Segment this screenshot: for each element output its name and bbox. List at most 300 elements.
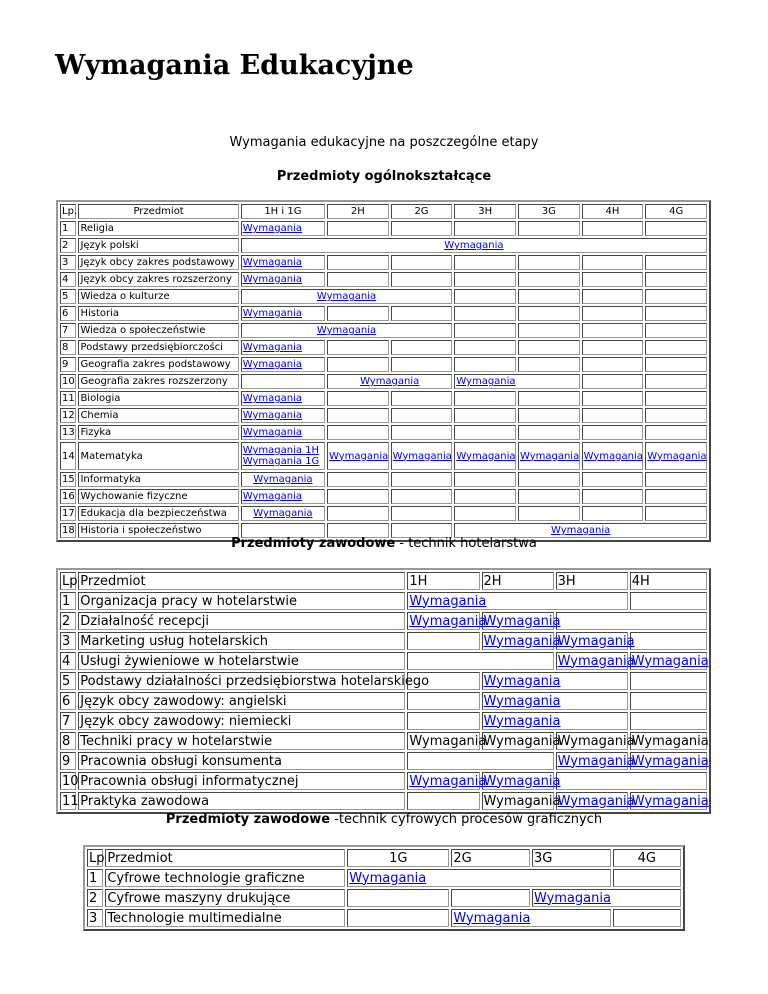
empty-cell: [451, 889, 530, 907]
empty-cell: [518, 472, 580, 487]
empty-cell: [613, 909, 681, 927]
subject-name: Matematyka: [78, 442, 238, 470]
empty-cell: [454, 408, 516, 423]
requirements-link[interactable]: Wymagania: [242, 410, 302, 421]
empty-cell: [582, 340, 644, 355]
col-header: 1H i 1G: [241, 204, 325, 219]
requirements-link[interactable]: Wymagania: [349, 870, 427, 886]
subject-name: Wychowanie fizyczne: [78, 489, 238, 504]
empty-cell: [454, 323, 516, 338]
empty-cell: [454, 357, 516, 372]
requirements-link[interactable]: Wymagania: [483, 773, 561, 789]
subject-name: Język obcy zakres podstawowy: [78, 255, 238, 270]
cell: [241, 442, 325, 470]
cell: Wymagania: [631, 733, 709, 749]
empty-cell: [518, 357, 580, 372]
subject-name: Techniki pracy w hotelarstwie: [78, 732, 405, 750]
requirements-link[interactable]: Wymagania: [409, 773, 487, 789]
empty-cell: [582, 391, 644, 406]
table-row: [60, 340, 707, 355]
empty-cell: [391, 255, 453, 270]
empty-cell: [645, 255, 707, 270]
cell: [407, 592, 627, 610]
table-row: [60, 238, 707, 253]
col-header: 3H: [454, 204, 516, 219]
requirements-link[interactable]: Wymagania: [253, 474, 313, 485]
col-header: Przedmiot: [78, 572, 405, 590]
empty-cell: [582, 374, 644, 389]
requirements-link[interactable]: Wymagania: [631, 653, 709, 669]
empty-cell: [327, 408, 389, 423]
requirements-link[interactable]: Wymagania: [483, 613, 561, 629]
row-number: 2: [60, 238, 76, 253]
general-subjects-heading-text: Przedmioty ogólnokształcące: [276, 169, 492, 184]
table-header-row: [60, 572, 707, 590]
empty-cell: [582, 357, 644, 372]
cell: Wymagania: [409, 733, 487, 749]
cell: [630, 752, 707, 770]
empty-cell: [391, 408, 453, 423]
row-number: 18: [62, 525, 75, 536]
empty-cell: [327, 489, 389, 504]
table-row: [60, 374, 707, 389]
cell: [454, 442, 516, 470]
requirements-link[interactable]: Wymagania: [409, 593, 487, 609]
empty-cell: [582, 489, 644, 504]
requirements-link[interactable]: Wymagania: [456, 450, 516, 462]
row-number: 17: [62, 508, 75, 519]
requirements-1g-link[interactable]: Wymagania 1G: [242, 456, 320, 467]
subject-name: Marketing usług hotelarskich: [78, 632, 405, 650]
empty-cell: [391, 506, 453, 521]
cell: [347, 869, 610, 887]
empty-cell: [327, 425, 389, 440]
general-subjects-heading: [0, 169, 768, 184]
requirements-link[interactable]: Wymagania: [409, 613, 487, 629]
col-header: Lp: [62, 573, 78, 589]
table-row: [60, 323, 707, 338]
hotel-subjects-heading: [0, 536, 768, 551]
empty-cell: [407, 632, 479, 650]
requirements-link[interactable]: Wymagania: [647, 450, 707, 462]
empty-cell: [645, 289, 707, 304]
empty-cell: [630, 592, 707, 610]
table-row: [60, 632, 707, 650]
requirements-link[interactable]: Wymagania: [557, 653, 635, 669]
empty-cell: [454, 255, 516, 270]
empty-cell: [518, 340, 580, 355]
requirements-link[interactable]: Wymagania: [242, 257, 302, 268]
subject-name: Organizacja pracy w hotelarstwie: [78, 592, 405, 610]
row-number: 3: [87, 909, 103, 927]
empty-cell: [518, 255, 580, 270]
empty-cell: [582, 255, 644, 270]
cell: [407, 772, 487, 790]
requirements-link[interactable]: Wymagania: [444, 240, 504, 251]
empty-cell: [454, 306, 516, 321]
empty-cell: [454, 472, 516, 487]
table-row: [60, 442, 707, 470]
empty-cell: [327, 272, 389, 287]
cell: [482, 712, 628, 730]
requirements-link[interactable]: Wymagania: [456, 376, 516, 387]
empty-cell: [518, 272, 580, 287]
table-row: [60, 506, 707, 521]
cell: [241, 472, 325, 487]
subject-name: Podstawy działalności przedsiębiorstwa hotelarskiego: [80, 673, 430, 689]
row-number: 8: [60, 732, 76, 750]
requirements-link[interactable]: Wymagania: [631, 793, 709, 809]
subject-name: Pracownia obsługi informatycznej: [78, 772, 405, 790]
subject-name: Technologie multimedialne: [105, 909, 345, 927]
empty-cell: [454, 340, 516, 355]
empty-cell: [391, 221, 453, 236]
empty-cell: [391, 340, 453, 355]
table-header-row: [87, 849, 681, 867]
empty-cell: [454, 425, 516, 440]
empty-cell: [241, 374, 325, 389]
empty-cell: [454, 221, 516, 236]
table-row: [60, 712, 707, 730]
table-row: [60, 255, 707, 270]
row-number: 10: [62, 773, 79, 789]
table-row: [87, 909, 681, 927]
row-number: 2: [60, 612, 76, 630]
table-header-row: [60, 204, 707, 219]
subject-name: Język obcy zakres rozszerzony: [78, 272, 238, 287]
cell: [556, 652, 635, 670]
cell: [630, 652, 707, 670]
subject-name: Język obcy zawodowy: niemiecki: [78, 712, 405, 730]
cell: [407, 612, 487, 630]
empty-cell: [556, 772, 707, 790]
col-header: Przedmiot: [78, 204, 238, 219]
subject-name: Informatyka: [78, 472, 238, 487]
table-row: [60, 306, 707, 321]
empty-cell: [582, 272, 644, 287]
col-header: 2H: [482, 572, 554, 590]
requirements-link[interactable]: Wymagania: [557, 753, 635, 769]
row-number: 3: [60, 632, 76, 650]
requirements-link[interactable]: Wymagania: [242, 274, 302, 285]
table-row: [60, 408, 707, 423]
empty-cell: [518, 506, 580, 521]
col-header: 4G: [613, 849, 681, 867]
empty-cell: [582, 425, 644, 440]
table-row: [60, 652, 707, 670]
subject-name: Działalność recepcji: [78, 612, 405, 630]
row-number: 1: [60, 221, 76, 236]
requirements-link[interactable]: Wymagania: [242, 308, 302, 319]
empty-cell: [407, 792, 479, 810]
empty-cell: [645, 506, 707, 521]
col-header: Lp.: [62, 206, 78, 217]
cell: Wymagania: [557, 733, 635, 749]
requirements-link[interactable]: Wymagania: [242, 393, 302, 404]
empty-cell: [327, 221, 389, 236]
empty-cell: [645, 340, 707, 355]
table-row: [60, 472, 707, 487]
empty-cell: [645, 472, 707, 487]
general-subjects-table: [56, 200, 711, 542]
table-row: [60, 792, 707, 810]
row-number: 16: [62, 491, 75, 502]
row-number: 4: [60, 652, 76, 670]
cell: [482, 692, 628, 710]
cell: [454, 374, 579, 389]
subject-name: Historia: [78, 306, 238, 321]
requirements-link[interactable]: Wymagania: [519, 450, 580, 462]
table-row: [60, 672, 707, 690]
cell: [630, 792, 707, 810]
requirements-link[interactable]: Wymagania: [360, 376, 420, 387]
empty-cell: [407, 712, 479, 730]
empty-cell: [454, 272, 516, 287]
row-number: 7: [60, 323, 76, 338]
subject-name: Biologia: [78, 391, 238, 406]
cell: [241, 489, 325, 504]
row-number: 11: [62, 393, 75, 404]
empty-cell: [645, 357, 707, 372]
subject-name: Cyfrowe maszyny drukujące: [105, 889, 345, 907]
table-row: [60, 752, 707, 770]
subject-name: Praktyka zawodowa: [78, 792, 405, 810]
subject-name: Język polski: [78, 238, 238, 253]
cell: [241, 272, 325, 287]
cell: Wymagania: [483, 793, 561, 809]
col-header: Lp: [89, 850, 105, 866]
graphic-subjects-table: [83, 845, 685, 931]
row-number: 9: [60, 357, 76, 372]
cell: [327, 374, 452, 389]
hotel-heading-bold: Przedmioty zawodowe: [231, 536, 396, 551]
col-header: 4G: [645, 204, 707, 219]
table-row: [87, 869, 681, 887]
empty-cell: [391, 357, 453, 372]
empty-cell: [645, 306, 707, 321]
requirements-link[interactable]: Wymagania: [483, 713, 561, 729]
requirements-link[interactable]: Wymagania: [242, 223, 302, 234]
col-header: 1G: [347, 849, 449, 867]
row-number: 12: [62, 410, 75, 421]
requirements-link[interactable]: Wymagania: [533, 890, 611, 906]
row-number: 13: [62, 427, 75, 438]
col-header: Przedmiot: [105, 849, 345, 867]
cell: [241, 506, 325, 521]
subject-name: Geografia zakres rozszerzony: [78, 374, 238, 389]
cell: [482, 612, 561, 630]
row-number: 3: [60, 255, 76, 270]
table-row: [60, 221, 707, 236]
cell: [582, 442, 644, 470]
empty-cell: [327, 506, 389, 521]
cell: [327, 442, 389, 470]
empty-cell: [556, 612, 707, 630]
cell: [241, 306, 325, 321]
empty-cell: [327, 340, 389, 355]
graphic-subjects-heading: [0, 812, 768, 827]
subject-name: Geografia zakres podstawowy: [78, 357, 238, 372]
empty-cell: [518, 489, 580, 504]
subject-name: Pracownia obsługi konsumenta: [78, 752, 405, 770]
empty-cell: [347, 889, 449, 907]
empty-cell: [630, 692, 707, 710]
empty-cell: [613, 869, 681, 887]
empty-cell: [630, 712, 707, 730]
empty-cell: [645, 408, 707, 423]
cell: [556, 752, 635, 770]
requirements-link[interactable]: Wymagania: [329, 450, 389, 462]
table-row: [60, 272, 707, 287]
cell: [645, 442, 707, 470]
subject-name: Wiedza o kulturze: [78, 289, 238, 304]
empty-cell: [630, 632, 707, 650]
table-row: [60, 772, 707, 790]
requirements-link[interactable]: Wymagania: [392, 450, 452, 462]
cell: [241, 340, 325, 355]
subject-name: Fizyka: [78, 425, 238, 440]
cell: [451, 909, 610, 927]
row-number: 11: [62, 793, 79, 809]
empty-cell: [454, 289, 516, 304]
row-number: 14: [60, 442, 76, 470]
col-header: 4H: [630, 572, 707, 590]
requirements-link[interactable]: Wymagania: [316, 325, 377, 336]
table-row: [60, 732, 707, 750]
empty-cell: [327, 357, 389, 372]
table-row: [60, 357, 707, 372]
cell: [532, 889, 681, 907]
table-row: [60, 612, 707, 630]
col-header: 3G: [532, 849, 611, 867]
empty-cell: [454, 391, 516, 406]
empty-cell: [327, 391, 389, 406]
requirements-link[interactable]: Wymagania: [253, 508, 313, 519]
col-header: 1H: [407, 572, 479, 590]
empty-cell: [327, 472, 389, 487]
empty-cell: [518, 408, 580, 423]
table-row: [60, 289, 707, 304]
subject-name: Historia i społeczeństwo: [78, 523, 238, 538]
row-number: 6: [60, 692, 76, 710]
row-number: 7: [60, 712, 76, 730]
requirements-link[interactable]: Wymagania: [242, 491, 302, 502]
cell: [518, 442, 580, 470]
cell: Wymagania: [483, 733, 561, 749]
row-number: 10: [62, 376, 75, 387]
cell: [482, 632, 561, 650]
empty-cell: [645, 425, 707, 440]
empty-cell: [582, 306, 644, 321]
col-header: 3H: [556, 572, 628, 590]
requirements-link[interactable]: Wymagania: [583, 450, 643, 462]
empty-cell: [582, 408, 644, 423]
empty-cell: [645, 323, 707, 338]
graphic-heading-rest: -technik cyfrowych procesów graficznych: [330, 812, 603, 827]
empty-cell: [518, 221, 580, 236]
empty-cell: [454, 506, 516, 521]
row-number: 1: [60, 592, 76, 610]
empty-cell: [582, 472, 644, 487]
empty-cell: [518, 306, 580, 321]
cell: [556, 632, 635, 650]
subject-name: Język obcy zawodowy: angielski: [78, 692, 405, 710]
cell: [556, 792, 635, 810]
cell: [241, 391, 325, 406]
empty-cell: [645, 391, 707, 406]
col-header: 2G: [391, 204, 453, 219]
empty-cell: [391, 272, 453, 287]
empty-cell: [407, 692, 479, 710]
row-number: 9: [60, 752, 76, 770]
intro-text: Wymagania edukacyjne na poszczególne etapy: [229, 135, 539, 150]
cell: [482, 772, 561, 790]
cell: [482, 672, 628, 690]
requirements-link[interactable]: Wymagania: [316, 291, 377, 302]
empty-cell: [454, 489, 516, 504]
row-number: 15: [62, 474, 75, 485]
empty-cell: [645, 272, 707, 287]
cell: [241, 289, 453, 304]
subject-name: Podstawy przedsiębiorczości: [78, 340, 238, 355]
col-header: 2H: [327, 204, 389, 219]
empty-cell: [582, 323, 644, 338]
empty-cell: [645, 221, 707, 236]
subject-name: Wiedza o społeczeństwie: [78, 323, 238, 338]
empty-cell: [327, 306, 389, 321]
empty-cell: [391, 391, 453, 406]
requirements-link[interactable]: Wymagania: [242, 342, 302, 353]
col-header: 4H: [582, 204, 644, 219]
empty-cell: [347, 909, 449, 927]
empty-cell: [582, 221, 644, 236]
requirements-link[interactable]: Wymagania: [242, 427, 302, 438]
subject-name: Chemia: [78, 408, 238, 423]
empty-cell: [645, 374, 707, 389]
table-row: [60, 391, 707, 406]
hotel-heading-rest: - technik hotelarstwa: [395, 536, 537, 551]
row-number: 8: [60, 340, 76, 355]
empty-cell: [391, 425, 453, 440]
subject-name: Edukacja dla bezpieczeństwa: [78, 506, 238, 521]
requirements-link[interactable]: Wymagania: [453, 910, 531, 926]
cell: [241, 425, 325, 440]
table-row: [60, 425, 707, 440]
subject-name: Religia: [78, 221, 238, 236]
requirements-link[interactable]: Wymagania: [483, 633, 561, 649]
requirements-1h-link[interactable]: Wymagania 1H: [242, 445, 320, 456]
empty-cell: [407, 752, 553, 770]
cell: [241, 408, 325, 423]
requirements-link[interactable]: Wymagania: [631, 753, 709, 769]
requirements-link[interactable]: Wymagania: [242, 359, 302, 370]
empty-cell: [327, 255, 389, 270]
empty-cell: [407, 652, 553, 670]
row-number: 1: [87, 869, 103, 887]
row-number: 5: [60, 289, 76, 304]
empty-cell: [582, 289, 644, 304]
requirements-link[interactable]: Wymagania: [557, 793, 635, 809]
requirements-link[interactable]: Wymagania: [483, 693, 561, 709]
requirements-link[interactable]: Wymagania: [557, 633, 635, 649]
table-row: [60, 489, 707, 504]
cell: [241, 221, 325, 236]
requirements-link[interactable]: Wymagania: [483, 673, 561, 689]
requirements-link[interactable]: Wymagania: [551, 525, 611, 536]
table-row: [60, 692, 707, 710]
row-number: 5: [60, 672, 76, 690]
empty-cell: [630, 672, 707, 690]
